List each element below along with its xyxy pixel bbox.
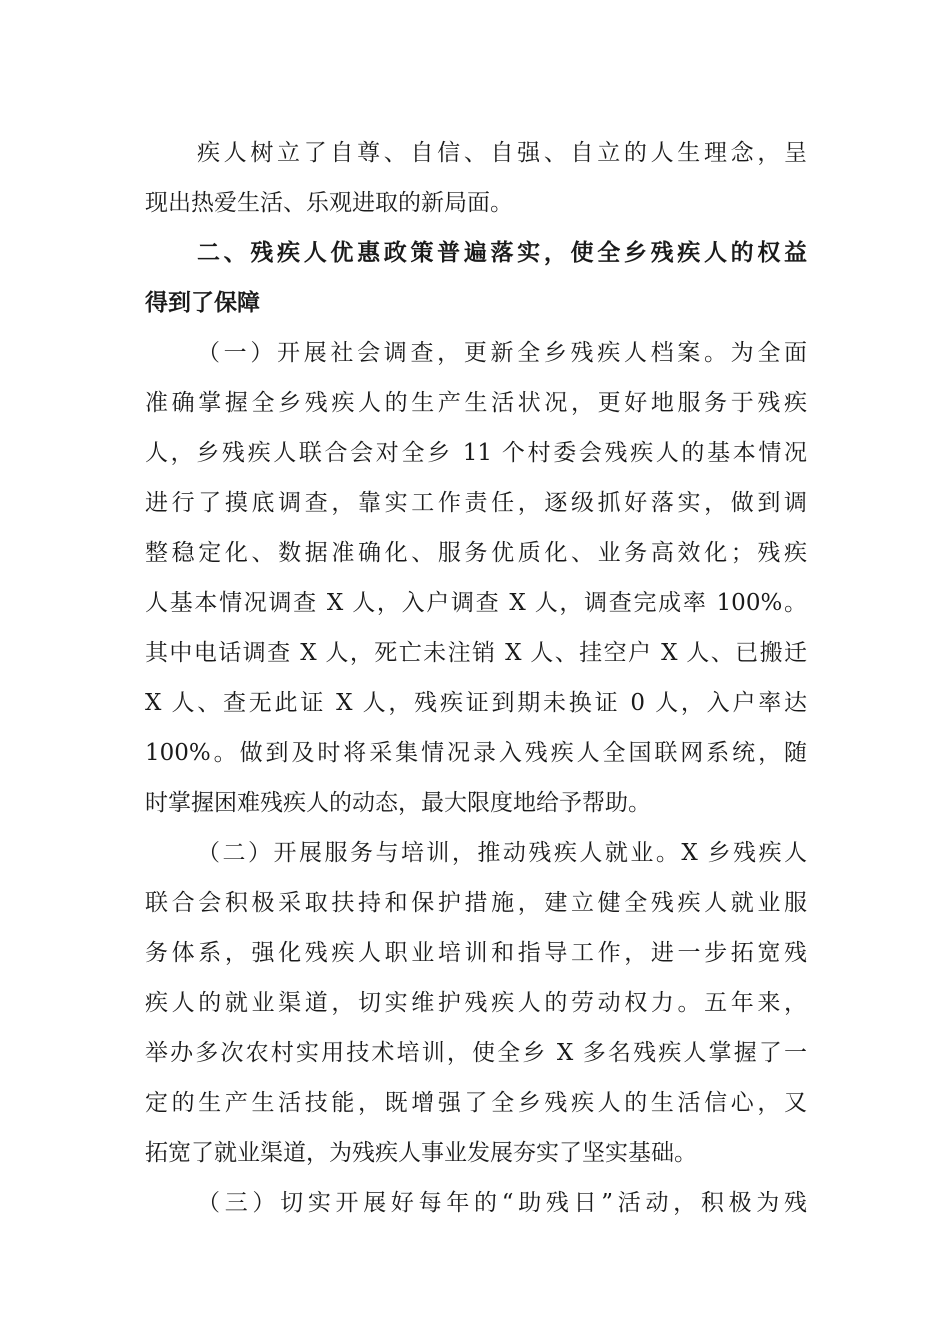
text-line: （二）开展服务与培训，推动残疾人就业。X 乡残疾人 <box>197 840 807 866</box>
text-line: 人基本情况调查 X 人，入户调查 X 人，调查完成率 100%。 <box>145 590 807 616</box>
text-line: （三）切实开展好每年的“助残日”活动，积极为残 <box>197 1190 807 1216</box>
text-line: 人，乡残疾人联合会对全乡 11 个村委会残疾人的基本情况 <box>145 440 807 466</box>
text-line: X 人、查无此证 X 人，残疾证到期未换证 0 人，入户率达 <box>145 690 807 716</box>
text-line: 整稳定化、数据准确化、服务优质化、业务高效化；残疾 <box>145 540 807 566</box>
text-line: 100%。做到及时将采集情况录入残疾人全国联网系统，随 <box>145 740 807 766</box>
paragraph-subsection-1 <box>145 328 807 828</box>
text-line: 定的生产生活技能，既增强了全乡残疾人的生活信心，又 <box>145 1090 807 1116</box>
document-page <box>145 128 807 1228</box>
heading-line: 二、残疾人优惠政策普遍落实，使全乡残疾人的权益 <box>197 240 807 266</box>
text-line: 拓宽了就业渠道，为残疾人事业发展夯实了坚实基础。 <box>145 1140 697 1166</box>
heading-line: 得到了保障 <box>145 290 260 316</box>
paragraph-continuation <box>145 128 807 228</box>
text-line: 疾人的就业渠道，切实维护残疾人的劳动权力。五年来， <box>145 990 807 1016</box>
paragraph-subsection-3 <box>145 1178 807 1228</box>
text-line: 其中电话调查 X 人，死亡未注销 X 人、挂空户 X 人、已搬迁 <box>145 640 807 666</box>
text-line: （一）开展社会调查，更新全乡残疾人档案。为全面 <box>197 340 807 366</box>
section-heading <box>145 228 807 328</box>
text-line: 进行了摸底调查，靠实工作责任，逐级抓好落实，做到调 <box>145 490 807 516</box>
text-line: 务体系，强化残疾人职业培训和指导工作，进一步拓宽残 <box>145 940 807 966</box>
text-line: 联合会积极采取扶持和保护措施，建立健全残疾人就业服 <box>145 890 807 916</box>
paragraph-subsection-2 <box>145 828 807 1178</box>
text-line: 现出热爱生活、乐观进取的新局面。 <box>145 190 513 216</box>
text-line: 疾人树立了自尊、自信、自强、自立的人生理念，呈 <box>197 140 807 166</box>
text-line: 时掌握困难残疾人的动态，最大限度地给予帮助。 <box>145 790 651 816</box>
text-line: 举办多次农村实用技术培训，使全乡 X 多名残疾人掌握了一 <box>145 1040 807 1066</box>
text-line: 准确掌握全乡残疾人的生产生活状况，更好地服务于残疾 <box>145 390 807 416</box>
